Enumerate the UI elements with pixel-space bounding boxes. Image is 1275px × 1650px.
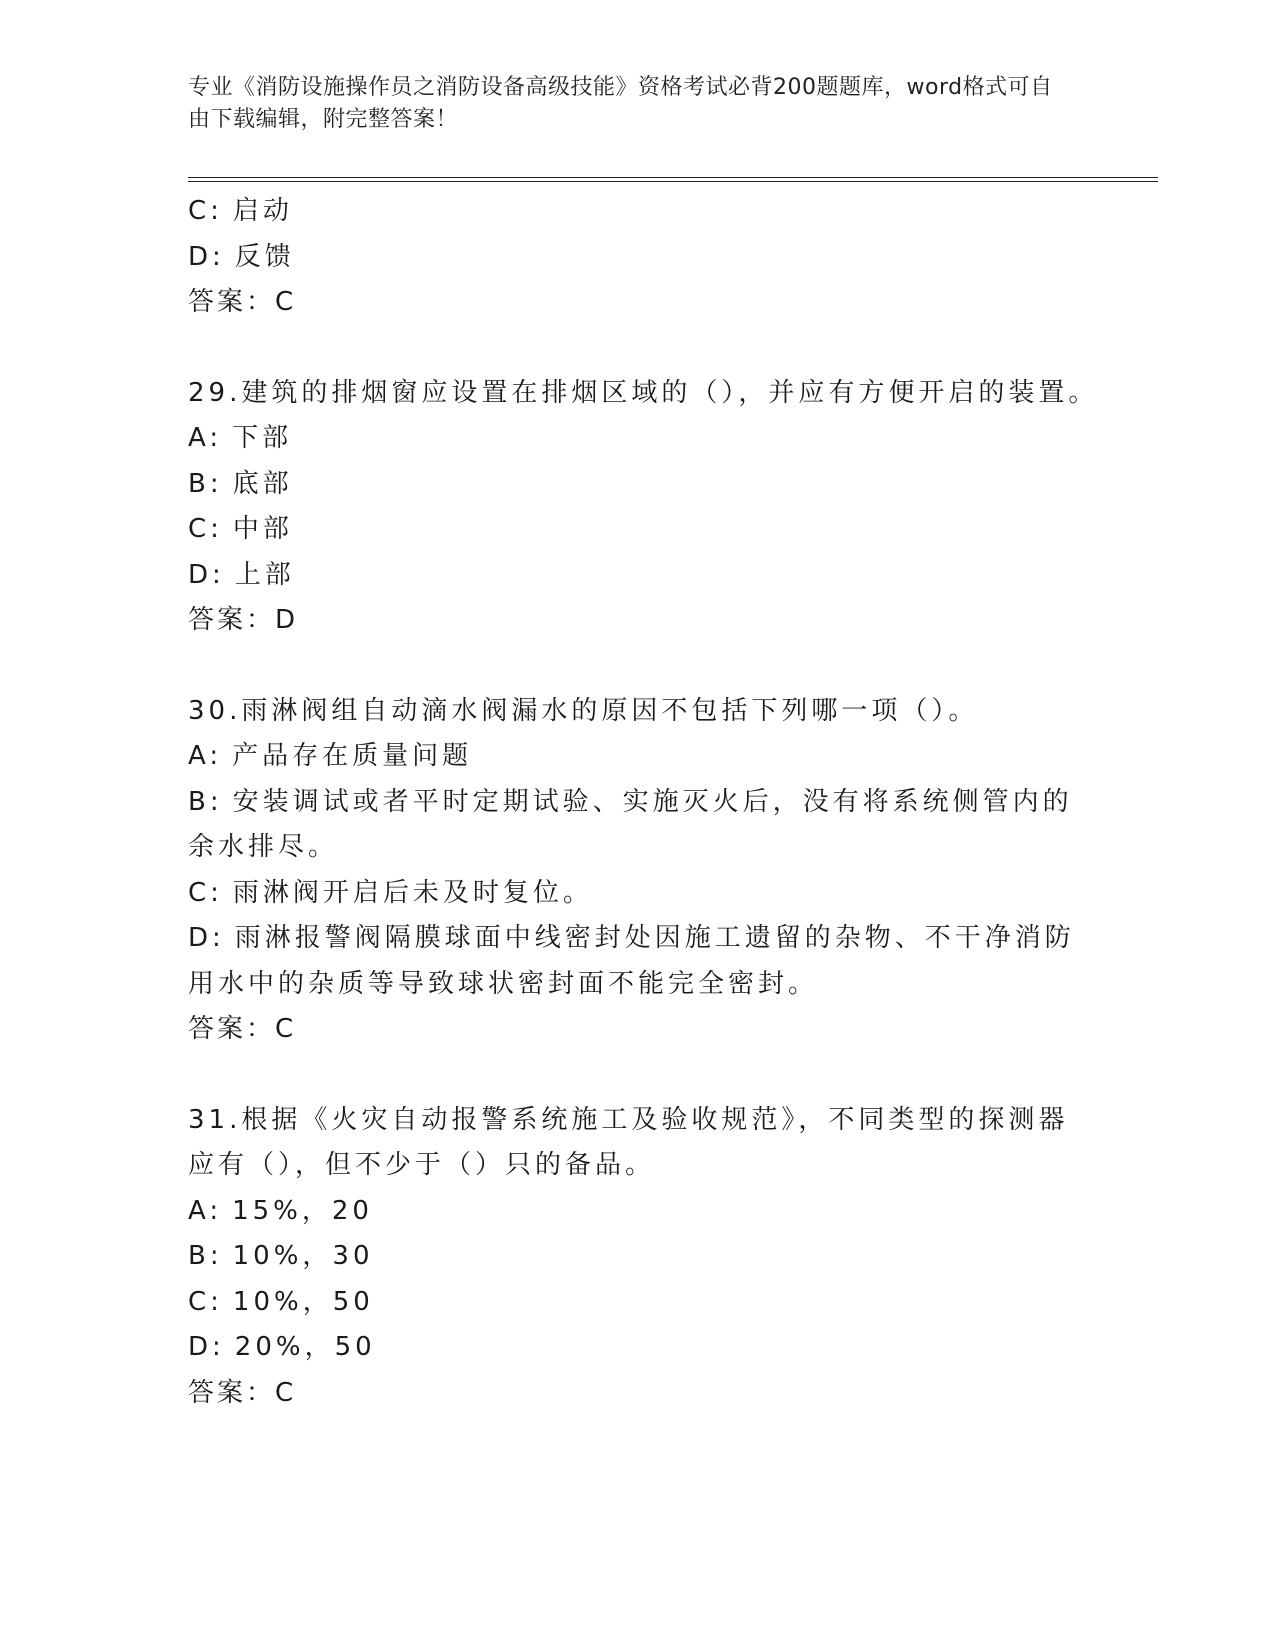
answer: 答案：C bbox=[188, 287, 297, 317]
option-d: D: 20%，50 bbox=[188, 1332, 376, 1362]
option-c: C: 中部 bbox=[188, 514, 293, 544]
option-a: A: 15%，20 bbox=[188, 1195, 373, 1226]
question-29 bbox=[188, 371, 1099, 644]
header-rule-top bbox=[188, 177, 1158, 178]
partial-question bbox=[188, 189, 1088, 326]
option-d: D: 反馈 bbox=[188, 241, 295, 272]
question-list bbox=[188, 189, 1099, 1416]
option-b: B: 安装调试或者平时定期试验、实施灭火后，没有将系统侧管内的余水排尽。 bbox=[188, 786, 1073, 862]
option-b: B: 底部 bbox=[188, 468, 293, 499]
option-d: D: 上部 bbox=[188, 559, 295, 590]
question-stem: 29.建筑的排烟窗应设置在排烟区域的（），并应有方便开启的装置。 bbox=[188, 377, 1099, 408]
question-31 bbox=[188, 1098, 1088, 1417]
question-30 bbox=[188, 689, 1088, 1053]
answer: 答案：C bbox=[188, 1014, 297, 1044]
answer: 答案：D bbox=[188, 605, 299, 635]
option-c: C: 10%，50 bbox=[188, 1286, 374, 1317]
option-a: A: 产品存在质量问题 bbox=[188, 741, 473, 771]
option-d: D: 雨淋报警阀隔膜球面中线密封处因施工遗留的杂物、不干净消防用水中的杂质等导致球状密封面不能完全密封。 bbox=[188, 923, 1075, 999]
option-b: B: 10%，30 bbox=[188, 1241, 374, 1271]
answer: 答案：C bbox=[188, 1377, 297, 1408]
header-rule-bottom bbox=[188, 181, 1158, 182]
question-stem: 30.雨淋阀组自动滴水阀漏水的原因不包括下列哪一项（）。 bbox=[188, 695, 979, 726]
document-header: 专业《消防设施操作员之消防设备高级技能》资格考试必背200题题库，word格式可自由下载编辑，附完整答案！ bbox=[188, 75, 1053, 132]
question-stem: 31.根据《火灾自动报警系统施工及验收规范》，不同类型的探测器应有（），但不少于（）只的备品。 bbox=[188, 1104, 1069, 1180]
option-a: A: 下部 bbox=[188, 423, 293, 453]
option-c: C: 雨淋阀开启后未及时复位。 bbox=[188, 877, 593, 908]
option-c: C: 启动 bbox=[188, 196, 293, 226]
